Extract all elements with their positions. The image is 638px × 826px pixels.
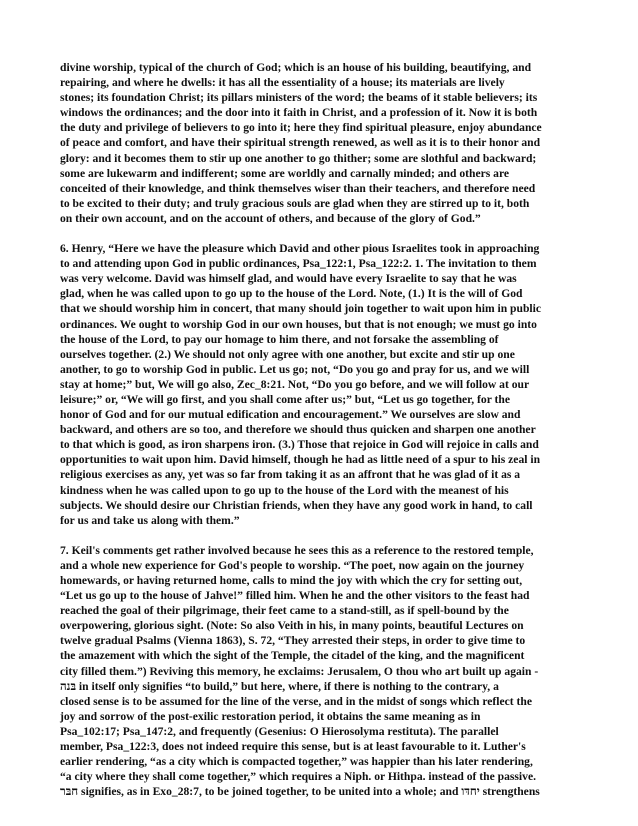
- text-line: the duty and privilege of believers to go into it; here they find spiritual pleasure, enjoy abundance: [60, 121, 542, 135]
- text-line: on their own account, and on the account of others, and because of the glory of God.”: [60, 211, 481, 225]
- text-line: glory: and it becomes them to stir up one another to go thither; some are slothful and backward;: [60, 151, 537, 165]
- text-line: twelve gradual Psalms (Vienna 1863), S. 72, “They arrested their steps, in order to give time to: [60, 634, 526, 648]
- text-line: repairing, and where he dwells: it has all the essentiality of a house; its materials are lively: [60, 76, 505, 90]
- paragraph: [60, 60, 582, 226]
- text-line: בּנה in itself only signifies “to build,” but here, where, if there is nothing to the contrary, a: [60, 679, 499, 693]
- text-line: subjects. We should desire our Christian friends, when they have any good work in hand, to call: [60, 498, 533, 512]
- paragraph: [60, 543, 582, 800]
- text-line: of peace and comfort, and have their spiritual strength renewed, as well as it is to their honor and: [60, 136, 541, 150]
- text-line: kindness when he was called upon to go up to the house of the Lord with the meanest of his: [60, 483, 509, 497]
- text-line: divine worship, typical of the church of God; which is an house of his building, beautifying, and: [60, 61, 532, 74]
- text-line: backward, and others are so too, and therefore we should thus quicken and sharpen one another: [60, 423, 536, 437]
- text-line: Psa_102:17; Psa_147:2, and frequently (Gesenius: O Hierosolyma restituta). The parallel: [60, 724, 499, 738]
- text-line: glad, when he was called upon to go up to the house of the Lord. Note, (1.) It is the will of God: [60, 287, 523, 301]
- text-line: another, to go to worship God in public. Let us go; not, “Do you go and pray for us, and we will: [60, 362, 530, 376]
- text-line: city filled them.”) Reviving this memory, he exclaims: Jerusalem, O thou who art built up again -: [60, 664, 539, 678]
- text-line: חבּר signifies, as in Exo_28:7, to be joined together, to be united into a whole; and יחדּו strengthens: [60, 785, 540, 799]
- text-line: joy and sorrow of the post-exilic restoration period, it obtains the same meaning as in: [60, 709, 481, 723]
- text-line: leisure;” or, “We will go first, and you shall come after us;” but, “Let us go together, for the: [60, 392, 510, 406]
- text-line: 6. Henry, “Here we have the pleasure which David and other pious Israelites took in approaching: [60, 242, 540, 256]
- text-line: and a whole new experience for God's people to worship. “The poet, now again on the journey: [60, 558, 525, 572]
- text-line: was very welcome. David was himself glad, and would have every Israelite to say that he was: [60, 272, 517, 286]
- text-line: for us and take us along with them.”: [60, 513, 240, 527]
- text-line: reached the goal of their pilgrimage, their feet came to a stand-still, as if spell-bound by the: [60, 604, 509, 618]
- text-line: ourselves together. (2.) We should not only agree with one another, but excite and stir up one: [60, 347, 515, 361]
- text-line: “a city where they shall come together,” which requires a Niph. or Hithpa. instead of the passive.: [60, 770, 536, 784]
- text-line: “Let us go up to the house of Jahve!” filled him. When he and the other visitors to the feast had: [60, 589, 530, 603]
- text-line: overpowering, glorious sight. (Note: So also Veith in his, in many points, beautiful Lectures on: [60, 619, 524, 633]
- text-line: that we should worship him in concert, that many should join together to wait upon him in public: [60, 302, 541, 316]
- text-line: the amazement with which the sight of the Temple, the citadel of the king, and the magnificent: [60, 649, 525, 663]
- text-line: the house of the Lord, to pay our homage to him there, and not forsake the assembling of: [60, 332, 499, 346]
- text-line: windows the ordinances; and the door into it faith in Christ, and a profession of it. Now it is both: [60, 106, 538, 120]
- text-line: conceited of their knowledge, and think themselves wiser than their teachers, and therefore need: [60, 181, 536, 195]
- text-line: honor of God and for our mutual edification and encouragement.” We ourselves are slow and: [60, 408, 521, 422]
- text-line: opportunities to wait upon him. David himself, though he had as little need of a spur to his zeal in: [60, 453, 541, 467]
- text-line: member, Psa_122:3, does not indeed require this sense, but is at least favourable to it. Luther's: [60, 740, 526, 754]
- text-line: to and attending upon God in public ordinances, Psa_122:1, Psa_122:2. 1. The invitation to them: [60, 257, 537, 271]
- text-line: to that which is good, as iron sharpens iron. (3.) Those that rejoice in God will rejoice in calls and: [60, 438, 539, 452]
- text-line: stones; its foundation Christ; its pillars ministers of the word; the beams of it stable believers; its: [60, 91, 538, 105]
- text-line: some are lukewarm and indifferent; some are worldly and carnally minded; and others are: [60, 166, 510, 180]
- text-line: 7. Keil's comments get rather involved because he sees this as a reference to the restored temple,: [60, 543, 534, 557]
- text-line: closed sense is to be assumed for the line of the verse, and in the midst of songs which reflect the: [60, 694, 532, 708]
- paragraph: [60, 241, 582, 528]
- text-line: to be excited to their duty; and truly gracious souls are glad when they are stirred up to it, both: [60, 196, 530, 210]
- text-line: religious exercises as any, yet was so far from taking it as an affront that he was glad of it as a: [60, 468, 521, 482]
- text-line: earlier rendering, “as a city which is compacted together,” was happier than his later rendering,: [60, 755, 533, 769]
- text-line: homewards, or having returned home, calls to mind the joy with which the cry for setting out,: [60, 574, 523, 587]
- text-line: ordinances. We ought to worship God in our own houses, but that is not enough; we must go into: [60, 317, 537, 331]
- text-line: stay at home;” but, We will go also, Zec_8:21. Not, “Do you go before, and we will follow at our: [60, 377, 530, 391]
